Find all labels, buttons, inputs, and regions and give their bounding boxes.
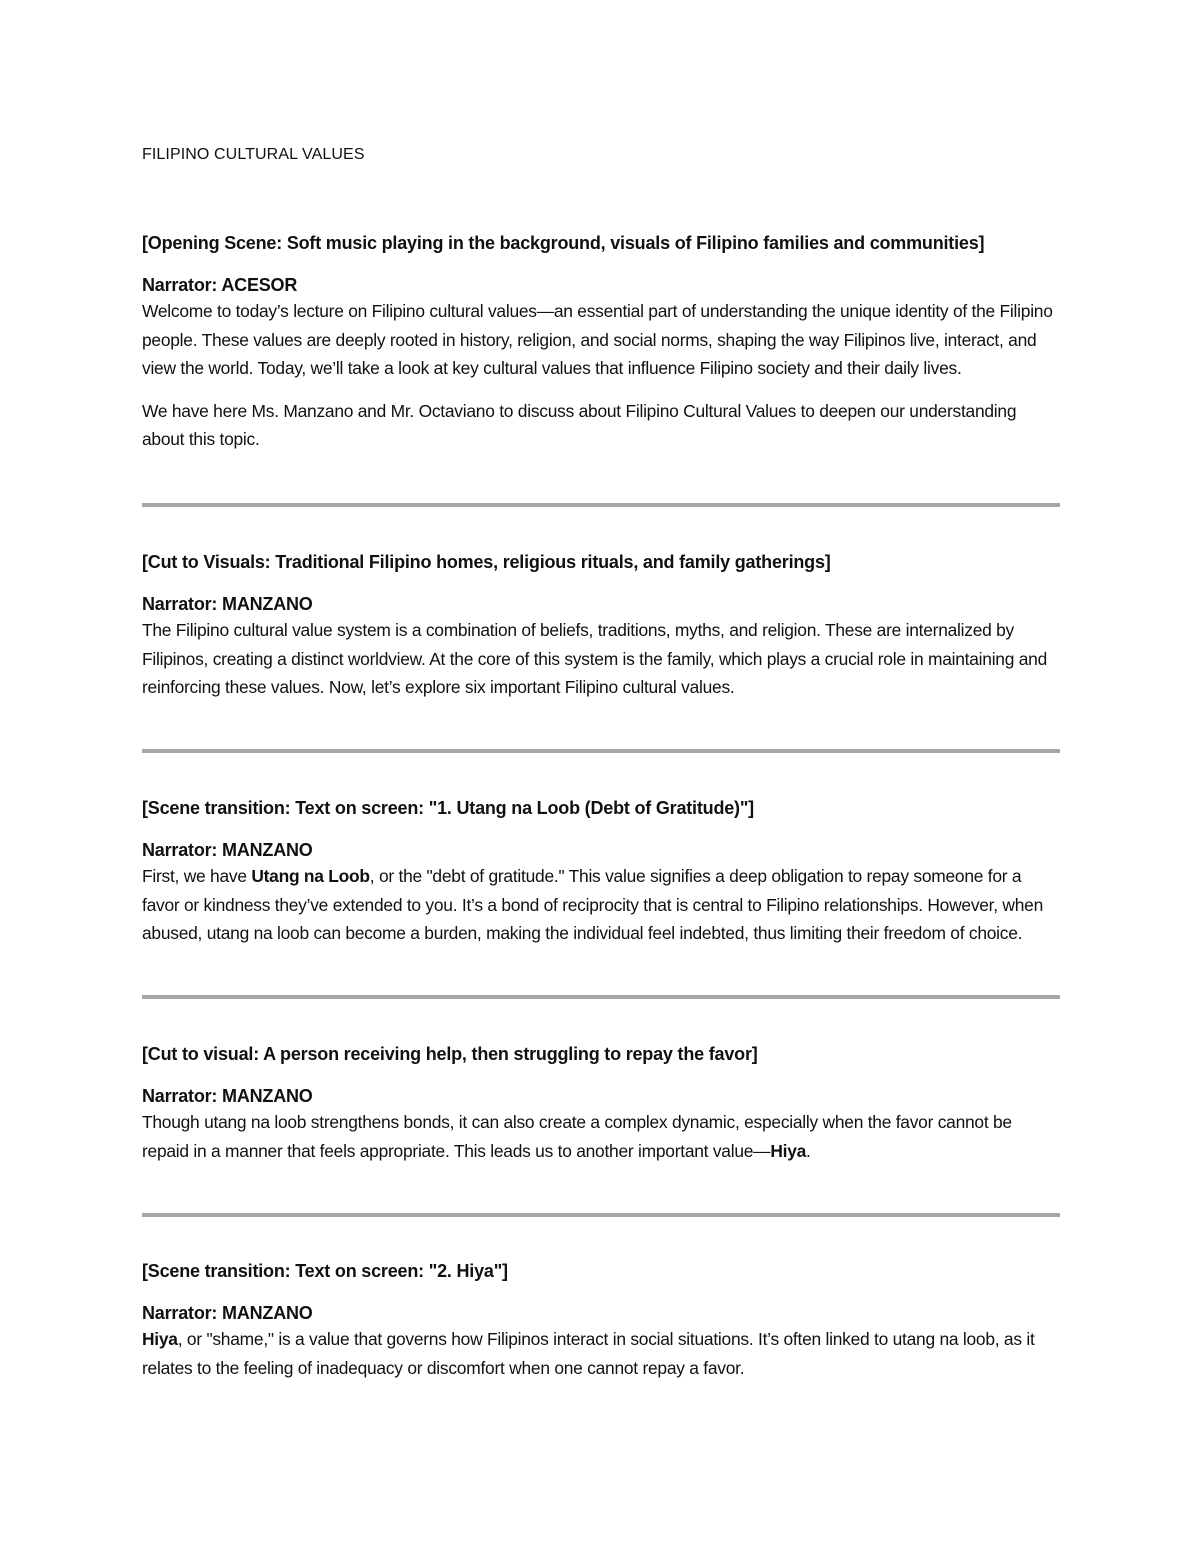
document-title: FILIPINO CULTURAL VALUES — [142, 146, 365, 163]
narrator-label: Narrator: MANZANO — [142, 1303, 313, 1323]
scene-heading: [Scene transition: Text on screen: "2. Hiya"] — [142, 1261, 508, 1281]
paragraph-text: Though utang na loob strengthens bonds, it can also create a complex dynamic, especially when the favor cannot be repaid in a manner that feels appropriate. This leads us to another important value— — [142, 1112, 1012, 1161]
section-divider — [142, 995, 1060, 999]
narrator-label: Narrator: ACESOR — [142, 275, 298, 295]
scene-heading: [Scene transition: Text on screen: "1. Utang na Loob (Debt of Gratitude)"] — [142, 798, 754, 818]
emphasized-term: Hiya — [770, 1140, 807, 1161]
section-divider — [142, 503, 1060, 507]
narration-paragraph — [142, 862, 1060, 948]
section-hiya — [142, 1259, 1060, 1382]
narration-paragraph — [142, 1325, 1060, 1382]
emphasized-term: Utang na Loob — [251, 866, 370, 886]
narrator-label: Narrator: MANZANO — [142, 1086, 313, 1106]
paragraph-text: First, we have — [142, 866, 252, 886]
paragraph-text: . — [806, 1140, 811, 1161]
narration-paragraph — [142, 1108, 1060, 1165]
section-person-receiving-help — [142, 1042, 1060, 1165]
section-cut-to-visuals — [142, 550, 1060, 702]
narration-paragraph: The Filipino cultural value system is a combination of beliefs, traditions, myths, and religion. These are internalized by Filipinos, creating a distinct worldview. At the core of this system is the family, which plays a crucial role in maintaining and reinforcing these values. Now, let’s explore six important Filipino cultural values. — [142, 620, 1048, 698]
narration-paragraph: Welcome to today’s lecture on Filipino cultural values—an essential part of understanding the unique identity of the Filipino people. These values are deeply rooted in history, religion, and social norms, shaping the way Filipinos live, interact, and view the world. Today, we’ll take a look at key cultural values that influence Filipino society and their daily lives. — [142, 301, 1053, 379]
section-divider — [142, 1213, 1060, 1217]
section-divider — [142, 749, 1060, 753]
narrator-label: Narrator: MANZANO — [142, 594, 313, 614]
section-utang-na-loob — [142, 796, 1060, 948]
scene-heading: [Cut to Visuals: Traditional Filipino homes, religious rituals, and family gatherings] — [142, 552, 831, 572]
narrator-label: Narrator: MANZANO — [142, 840, 313, 860]
section-opening-scene — [142, 231, 1060, 454]
emphasized-term: Hiya — [142, 1329, 178, 1349]
scene-heading: [Cut to visual: A person receiving help, then struggling to repay the favor] — [142, 1044, 758, 1064]
scene-heading: [Opening Scene: Soft music playing in the background, visuals of Filipino families and communities] — [142, 233, 985, 253]
narration-paragraph: We have here Ms. Manzano and Mr. Octaviano to discuss about Filipino Cultural Values to deepen our understanding about this topic. — [142, 400, 1017, 450]
paragraph-text: , or "shame," is a value that governs how Filipinos interact in social situations. It’s often linked to utang na loob, as it relates to the feeling of inadequacy or discomfort when one cannot repay a favor. — [142, 1329, 1035, 1378]
paragraph-text: , or the "debt of gratitude." This value signifies a deep obligation to repay someone for a favor or kindness they’ve extended to you. It’s a bond of reciprocity that is central to Filipino relationships. However, when abused, utang na loob can become a burden, making the individual feel indebted, thus limiting their freedom of choice. — [142, 866, 1044, 944]
